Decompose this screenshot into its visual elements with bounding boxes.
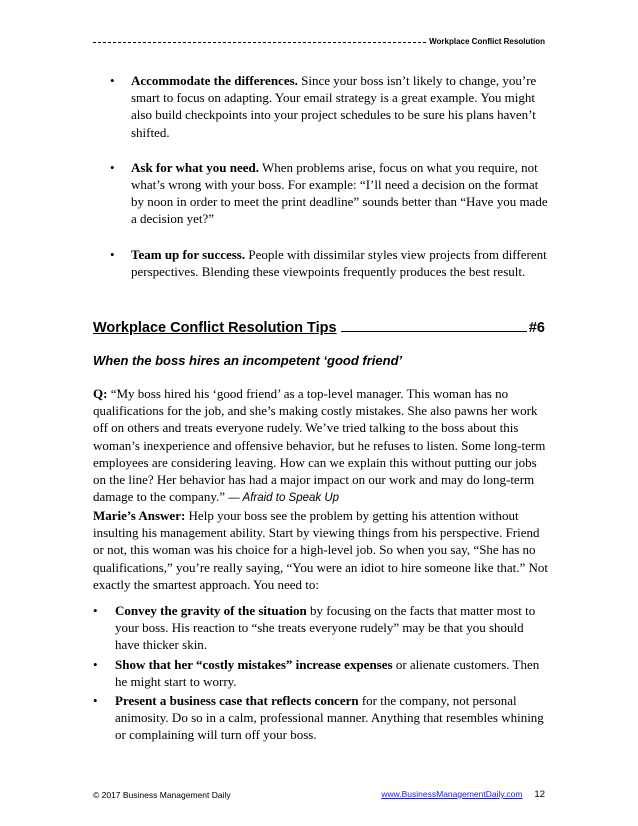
tip-title: Accommodate the differences.	[131, 73, 298, 88]
header-rule	[93, 42, 426, 43]
tip-title: Team up for success.	[131, 246, 246, 262]
question-text: “My boss hired his ‘good friend’ as a top-level manager. This woman has no qualifications for the job, and she’s making costly mistakes. She also pawns her work off on others and treats everyone rudely. We’ve tried talking to the boss about this woman’s inexperience and offensive behavior, but he refuses to listen. Some long-term employees are considering leaving. How can we explain this without putting our jobs on the line? Her behavior has had a major impact on our work and may do long-term damage to the company.”	[93, 386, 546, 505]
tip-text: Since your boss isn’t likely to change, you’re smart to focus on adapting. Your email strategy is a great example. You might also build checkpoints into your project schedules to be sure his plans haven’t shifted.	[131, 73, 537, 140]
tip-item	[93, 159, 548, 228]
bullet-icon: •	[93, 693, 98, 709]
question-paragraph	[93, 385, 548, 507]
section-subtitle: When the boss hires an incompetent ‘good friend’	[93, 353, 403, 368]
action-text: by focusing on the facts that matter most to your boss. His reaction to “she treats everyone rudely” may be that you should have thicker skin.	[115, 603, 536, 653]
bullet-icon: •	[93, 603, 98, 618]
action-item	[93, 602, 548, 654]
question-label: Q:	[93, 386, 108, 401]
bullet-icon: •	[110, 159, 115, 175]
action-title: Present a business case that reflects concern	[115, 693, 359, 709]
action-text: or alienate customers. Then he might start to worry.	[115, 656, 540, 689]
footer-right	[381, 789, 545, 800]
heading-underline	[341, 331, 527, 332]
page-number: 12	[534, 789, 545, 800]
tip-title: Ask for what you need.	[131, 159, 259, 175]
footer-copyright: © 2017 Business Management Daily	[93, 789, 231, 800]
tip-text: When problems arise, focus on what you require, not what’s wrong with your boss. For example: “I’ll need a decision on the format by noon in order to meet the print deadline” sounds better than “Have you made a decision yet?”	[131, 159, 548, 227]
section-heading	[93, 320, 545, 336]
tip-item	[93, 246, 548, 280]
action-item	[93, 656, 548, 690]
question-signature: — Afraid to Speak Up	[228, 492, 340, 505]
header-title: Workplace Conflict Resolution	[429, 37, 545, 46]
answer-text: Help your boss see the problem by getting his attention without insulting his management ability. Start by viewing things from his perspective. Friend or not, this woman was his choice for a high-level job. So when you say, “She has no qualifications,” you’re really saying, “You were an idiot to hire someone like that.” Not exactly the smartest approach. You need to:	[93, 508, 548, 592]
page-footer	[93, 789, 545, 800]
bullet-icon: •	[93, 656, 98, 672]
bullet-icon: •	[110, 73, 115, 88]
tip-text: People with dissimilar styles view projects from different perspectives. Blending these viewpoints frequently produces the best result.	[131, 246, 547, 279]
action-item	[93, 692, 548, 744]
answer-label: Marie’s Answer:	[93, 508, 186, 523]
action-text: for the company, not personal animosity. Do so in a calm, professional manner. Anything that resembles whining or complaining will turn off your boss.	[115, 693, 544, 743]
section-number: #6	[528, 320, 545, 336]
action-title: Convey the gravity of the situation	[115, 603, 307, 618]
bullet-icon: •	[110, 246, 115, 262]
tips-list	[93, 72, 548, 298]
action-title: Show that her “costly mistakes” increase expenses	[115, 656, 393, 672]
section-title: Workplace Conflict Resolution Tips	[93, 320, 337, 336]
footer-url-link[interactable]: www.BusinessManagementDaily.com	[381, 789, 523, 799]
tip-item	[93, 72, 548, 141]
actions-list	[93, 602, 548, 746]
answer-paragraph	[93, 507, 548, 593]
running-header	[93, 37, 545, 46]
